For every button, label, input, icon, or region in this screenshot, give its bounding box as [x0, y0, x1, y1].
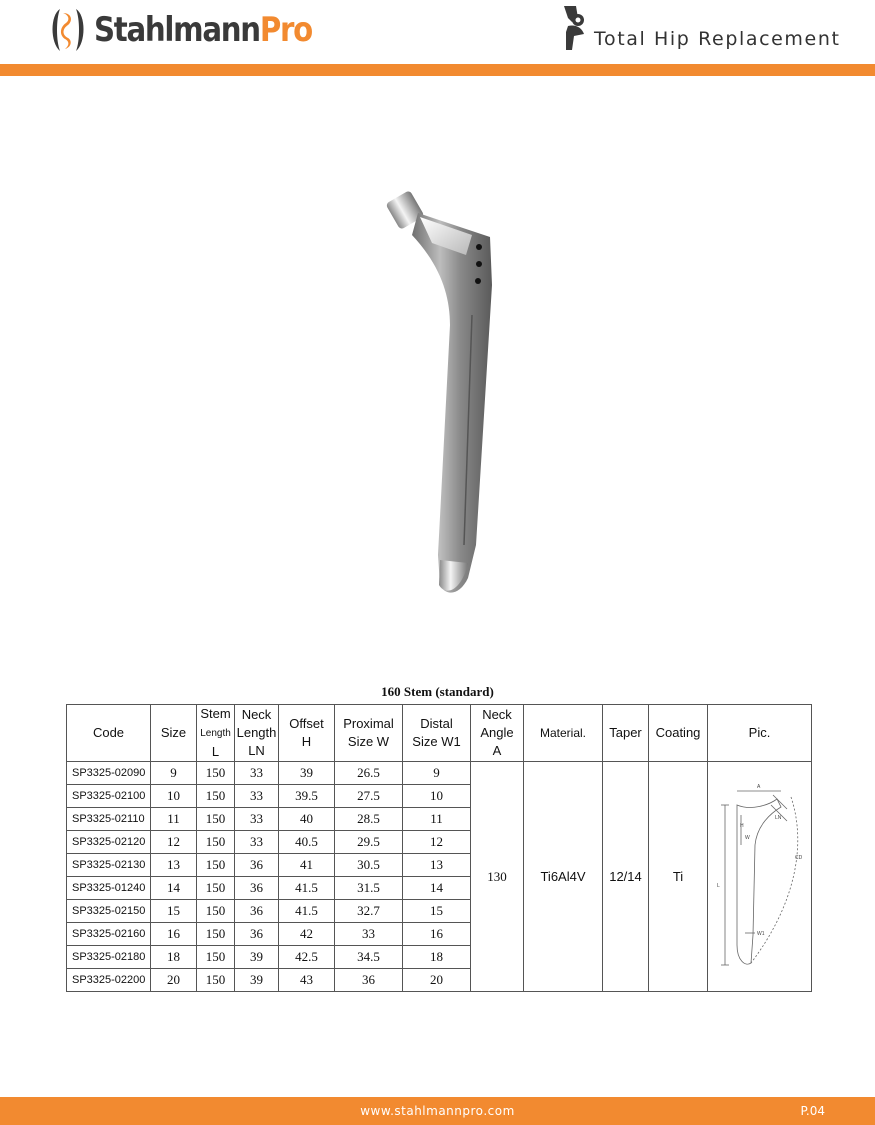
cell-distal: 9 — [403, 762, 471, 785]
col-taper: Taper — [603, 705, 649, 762]
col-angle-line2: Angle — [480, 725, 514, 740]
col-stem-line2: Length — [200, 728, 231, 739]
cell-material: Ti6Al4V — [524, 762, 603, 992]
cell-code: SP3325-02100 — [67, 785, 151, 808]
col-material: Material. — [524, 705, 603, 762]
col-offset — [279, 705, 335, 762]
cell-proximal: 36 — [335, 969, 403, 992]
cell-offset: 42.5 — [279, 946, 335, 969]
cell-offset: 42 — [279, 923, 335, 946]
col-neck-angle — [471, 705, 524, 762]
cell-code: SP3325-02110 — [67, 808, 151, 831]
drawing-label-l: L — [716, 882, 720, 889]
cell-neck-angle: 130 — [471, 762, 524, 992]
cell-size: 9 — [151, 762, 197, 785]
cell-stem: 150 — [197, 854, 235, 877]
page-header — [0, 0, 875, 64]
cell-proximal: 31.5 — [335, 877, 403, 900]
col-stem-length — [197, 705, 235, 762]
drawing-label-a: A — [756, 783, 760, 790]
brand-main-text: Stahlmann — [94, 10, 260, 50]
col-proximal-size — [335, 705, 403, 762]
cell-size: 11 — [151, 808, 197, 831]
cell-neck: 36 — [235, 854, 279, 877]
col-stem-line1: Stem — [200, 706, 231, 721]
hip-joint-icon — [560, 4, 590, 52]
cell-size: 18 — [151, 946, 197, 969]
col-pic: Pic. — [708, 705, 812, 762]
cell-code: SP3325-02130 — [67, 854, 151, 877]
cell-neck: 39 — [235, 969, 279, 992]
stahlmannpro-logo-icon — [48, 5, 88, 55]
cell-code: SP3325-02090 — [67, 762, 151, 785]
cell-size: 10 — [151, 785, 197, 808]
cell-offset: 40 — [279, 808, 335, 831]
col-neck-length — [235, 705, 279, 762]
cell-size: 20 — [151, 969, 197, 992]
col-distal-line2: Size W1 — [412, 734, 461, 749]
cell-distal: 11 — [403, 808, 471, 831]
cell-code: SP3325-02200 — [67, 969, 151, 992]
cell-stem: 150 — [197, 946, 235, 969]
cell-distal: 13 — [403, 854, 471, 877]
cell-code: SP3325-02160 — [67, 923, 151, 946]
cell-pic — [708, 762, 812, 992]
cell-proximal: 34.5 — [335, 946, 403, 969]
cell-code: SP3325-01240 — [67, 877, 151, 900]
cell-offset: 41.5 — [279, 877, 335, 900]
cell-proximal: 29.5 — [335, 831, 403, 854]
cell-proximal: 32.7 — [335, 900, 403, 923]
cell-neck: 39 — [235, 946, 279, 969]
cell-offset: 41.5 — [279, 900, 335, 923]
section-title: Total Hip Replacement — [594, 28, 841, 50]
brand-logo — [48, 4, 347, 56]
cell-stem: 150 — [197, 808, 235, 831]
cell-offset: 39.5 — [279, 785, 335, 808]
cell-stem: 150 — [197, 785, 235, 808]
cell-distal: 10 — [403, 785, 471, 808]
brand-wordmark — [94, 10, 312, 50]
cell-distal: 20 — [403, 969, 471, 992]
drawing-label-w: W — [744, 834, 750, 841]
col-coating: Coating — [649, 705, 708, 762]
cell-offset: 39 — [279, 762, 335, 785]
col-distal-line1: Distal — [420, 716, 453, 731]
table-body — [67, 762, 812, 992]
col-neck-line1: Neck — [241, 707, 272, 722]
col-distal-size — [403, 705, 471, 762]
col-proximal-line2: Size W — [347, 734, 390, 749]
cell-code: SP3325-02150 — [67, 900, 151, 923]
cell-size: 16 — [151, 923, 197, 946]
col-angle-line3: A — [492, 743, 502, 758]
header-accent-bar — [0, 64, 875, 76]
brand-accent-text: Pro — [259, 10, 312, 50]
cell-neck: 36 — [235, 923, 279, 946]
cell-stem: 150 — [197, 969, 235, 992]
table-header-row — [67, 705, 812, 762]
cell-distal: 16 — [403, 923, 471, 946]
drawing-label-ln: LN — [774, 814, 781, 821]
cell-neck: 33 — [235, 808, 279, 831]
footer-url-link[interactable]: www.stahlmannpro.com — [360, 1104, 515, 1118]
cell-distal: 12 — [403, 831, 471, 854]
cell-distal: 18 — [403, 946, 471, 969]
cell-stem: 150 — [197, 923, 235, 946]
cell-size: 14 — [151, 877, 197, 900]
col-offset-line2: H — [301, 734, 312, 749]
cell-stem: 150 — [197, 877, 235, 900]
cell-code: SP3325-02120 — [67, 831, 151, 854]
cell-stem: 150 — [197, 762, 235, 785]
cell-proximal: 28.5 — [335, 808, 403, 831]
cell-offset: 40.5 — [279, 831, 335, 854]
col-proximal-line1: Proximal — [343, 716, 394, 731]
col-offset-line1: Offset — [289, 716, 324, 731]
cell-offset: 41 — [279, 854, 335, 877]
cell-size: 12 — [151, 831, 197, 854]
cell-distal: 14 — [403, 877, 471, 900]
drawing-label-cd: CD — [794, 854, 802, 861]
col-neck-line2: Length — [236, 725, 277, 740]
cell-offset: 43 — [279, 969, 335, 992]
cell-taper: 12/14 — [603, 762, 649, 992]
cell-size: 15 — [151, 900, 197, 923]
cell-stem: 150 — [197, 831, 235, 854]
col-neck-line3: LN — [248, 743, 265, 758]
cell-coating: Ti — [649, 762, 708, 992]
col-size: Size — [151, 705, 197, 762]
cell-neck: 33 — [235, 762, 279, 785]
cell-neck: 33 — [235, 785, 279, 808]
cell-neck: 36 — [235, 900, 279, 923]
cell-proximal: 27.5 — [335, 785, 403, 808]
hip-stem-product-image — [380, 185, 500, 600]
cell-neck: 36 — [235, 877, 279, 900]
cell-neck: 33 — [235, 831, 279, 854]
cell-proximal: 30.5 — [335, 854, 403, 877]
table-title: 160 Stem (standard) — [381, 684, 494, 699]
cell-stem: 150 — [197, 900, 235, 923]
table-row — [67, 762, 812, 785]
cell-proximal: 33 — [335, 923, 403, 946]
page-number: P.04 — [800, 1104, 825, 1118]
cell-proximal: 26.5 — [335, 762, 403, 785]
cell-code: SP3325-02180 — [67, 946, 151, 969]
col-code: Code — [67, 705, 151, 762]
drawing-label-h: H — [739, 822, 744, 829]
drawing-label-w1: W1 — [756, 930, 764, 937]
cell-distal: 15 — [403, 900, 471, 923]
page-footer — [0, 1097, 875, 1125]
col-stem-line3: L — [211, 744, 220, 759]
cell-size: 13 — [151, 854, 197, 877]
col-angle-line1: Neck — [482, 707, 512, 722]
stem-spec-table — [66, 704, 812, 992]
stem-technical-drawing — [711, 775, 809, 975]
